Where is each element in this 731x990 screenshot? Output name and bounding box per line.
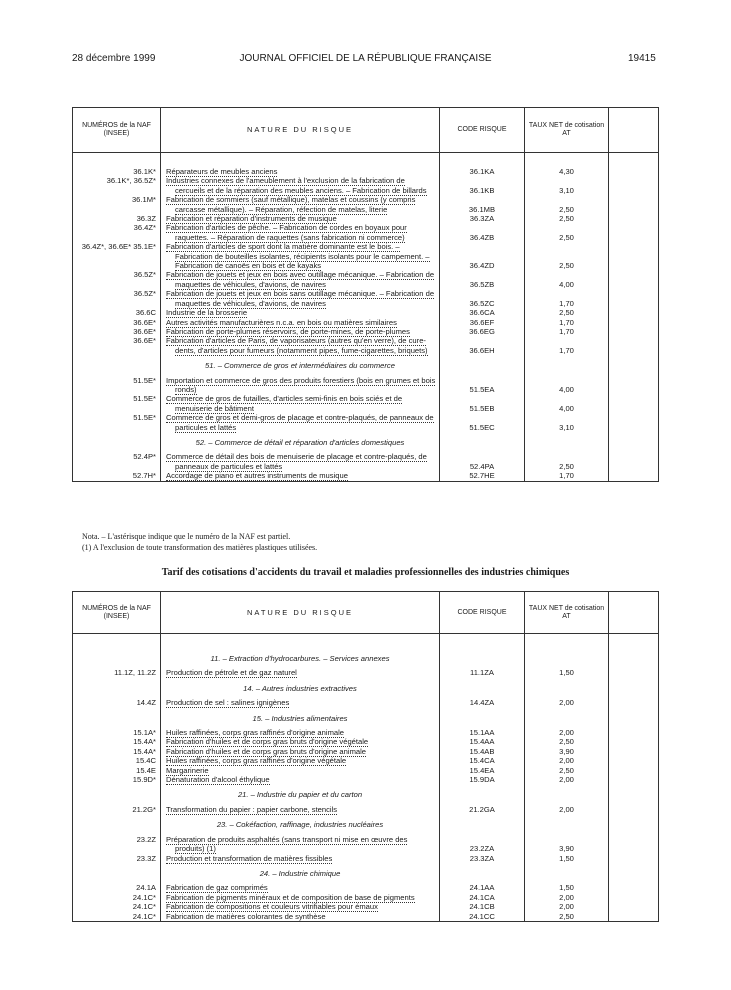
section-label: 21. – Industrie du papier et du carton — [161, 784, 440, 804]
risk-nature — [161, 835, 440, 854]
risk-nature — [161, 318, 440, 327]
risk-table-2-body — [73, 634, 659, 922]
table-row — [73, 912, 659, 922]
risk-code: 23.3ZA — [440, 854, 525, 863]
naf-number: 23.2Z — [73, 835, 161, 854]
risk-code: 51.5EB — [440, 394, 525, 413]
risk-nature-text: Industrie de la brosserie — [166, 308, 248, 318]
table-row — [73, 471, 659, 481]
naf-number: 36.6E* — [73, 318, 161, 327]
section-row — [73, 863, 659, 883]
risk-nature — [161, 805, 440, 814]
risk-nature-text: Fabrication de matières colorantes de synthèse — [166, 911, 326, 921]
table-row — [73, 394, 659, 413]
naf-number: 52.4P* — [73, 452, 161, 471]
risk-nature — [161, 883, 440, 892]
risk-nature-text: Fabrication et réparation d'instruments de musique — [166, 214, 337, 224]
notes — [82, 531, 317, 553]
col-header-taux: TAUX NET de cotisation AT — [525, 592, 609, 634]
risk-code: 15.4CA — [440, 756, 525, 765]
col-header-code: CODE RISQUE — [440, 108, 525, 153]
risk-code: 21.2GA — [440, 805, 525, 814]
contribution-rate: 3,10 — [525, 413, 609, 432]
naf-number: 15.4C — [73, 756, 161, 765]
naf-number: 36.5Z* — [73, 270, 161, 289]
risk-code: 51.5EA — [440, 376, 525, 395]
contribution-rate: 4,00 — [525, 270, 609, 289]
risk-code: 36.5ZB — [440, 270, 525, 289]
contribution-rate: 2,00 — [525, 775, 609, 784]
risk-nature — [161, 176, 440, 195]
contribution-rate: 4,30 — [525, 167, 609, 176]
col-header-nature: NATURE DU RISQUE — [161, 108, 440, 153]
table-row — [73, 327, 659, 336]
contribution-rate: 1,70 — [525, 471, 609, 481]
naf-number: 15.4A* — [73, 737, 161, 746]
risk-nature — [161, 223, 440, 242]
risk-code: 36.1KB — [440, 176, 525, 195]
contribution-rate: 2,50 — [525, 223, 609, 242]
table-row — [73, 756, 659, 765]
risk-code: 24.1CB — [440, 902, 525, 911]
risk-nature — [161, 214, 440, 223]
risk-table-2 — [72, 591, 659, 922]
section-row — [73, 355, 659, 375]
risk-code: 15.4AA — [440, 737, 525, 746]
risk-table-1-body — [73, 153, 659, 482]
risk-code: 36.6EH — [440, 336, 525, 355]
naf-number: 36.5Z* — [73, 289, 161, 308]
contribution-rate: 1,70 — [525, 327, 609, 336]
naf-number: 36.3Z — [73, 214, 161, 223]
risk-code: 52.4PA — [440, 452, 525, 471]
contribution-rate: 2,00 — [525, 902, 609, 911]
col-header-empty — [609, 108, 659, 153]
risk-nature-text: Fabrication d'articles de sport dont la matière dominante est le bois. – Fabrication de bouteilles isolantes, récipients isolants pour le campement. – Fabrication de canoës en bois et de kayaks — [166, 242, 430, 271]
risk-code: 36.4ZB — [440, 223, 525, 242]
table-row — [73, 413, 659, 432]
naf-number: 36.1K* — [73, 167, 161, 176]
risk-nature-text: Fabrication de porte-plumes réservoirs, de porte-mines, de porte-plumes — [166, 326, 410, 336]
col-header-empty — [609, 592, 659, 634]
risk-nature — [161, 452, 440, 471]
naf-number: 15.9D* — [73, 775, 161, 784]
section-title-chemical: Tarif des cotisations d'accidents du travail et maladies professionnelles des industries chimiques — [161, 567, 570, 578]
table-row — [73, 747, 659, 756]
risk-nature — [161, 747, 440, 756]
header-journal-title: JOURNAL OFFICIEL DE LA RÉPUBLIQUE FRANÇAISE — [239, 53, 492, 64]
contribution-rate: 2,00 — [525, 893, 609, 902]
contribution-rate: 3,90 — [525, 747, 609, 756]
risk-nature — [161, 242, 440, 270]
risk-code: 24.1CC — [440, 912, 525, 922]
risk-code: 36.1MB — [440, 195, 525, 214]
contribution-rate: 2,50 — [525, 195, 609, 214]
risk-code: 15.9DA — [440, 775, 525, 784]
naf-number: 24.1A — [73, 883, 161, 892]
table-row — [73, 270, 659, 289]
risk-code: 15.1AA — [440, 728, 525, 737]
contribution-rate: 2,50 — [525, 912, 609, 922]
section-row — [73, 708, 659, 728]
table-row — [73, 318, 659, 327]
contribution-rate: 4,00 — [525, 394, 609, 413]
risk-nature — [161, 668, 440, 677]
risk-nature — [161, 413, 440, 432]
naf-number: 36.6E* — [73, 327, 161, 336]
risk-code: 36.1KA — [440, 167, 525, 176]
risk-nature — [161, 756, 440, 765]
risk-nature — [161, 336, 440, 355]
naf-number: 15.4A* — [73, 747, 161, 756]
table-row — [73, 242, 659, 270]
risk-nature-text: Production de pétrole et de gaz naturel — [166, 668, 297, 678]
naf-number: 15.1A* — [73, 728, 161, 737]
risk-code: 36.4ZD — [440, 242, 525, 270]
risk-nature — [161, 902, 440, 911]
risk-nature — [161, 195, 440, 214]
table-row — [73, 883, 659, 892]
naf-number: 21.2G* — [73, 805, 161, 814]
risk-nature — [161, 766, 440, 775]
contribution-rate: 2,50 — [525, 737, 609, 746]
section-label: 14. – Autres industries extractives — [161, 678, 440, 698]
table-row — [73, 737, 659, 746]
risk-nature — [161, 728, 440, 737]
contribution-rate: 2,50 — [525, 242, 609, 270]
risk-nature-text: Commerce de gros de futailles, d'articles semi-finis en bois sciés et de menuiserie de bâtiment — [166, 394, 403, 413]
risk-nature — [161, 912, 440, 922]
table-row — [73, 893, 659, 902]
naf-number: 52.7H* — [73, 471, 161, 481]
nota-text: Nota. – L'astérisque indique que le numéro de la NAF est partiel. — [82, 532, 291, 541]
risk-code: 24.1CA — [440, 893, 525, 902]
table-row — [73, 289, 659, 308]
contribution-rate: 2,50 — [525, 308, 609, 317]
naf-number: 24.1C* — [73, 902, 161, 911]
contribution-rate: 2,50 — [525, 452, 609, 471]
risk-code: 15.4EA — [440, 766, 525, 775]
section-label: 15. – Industries alimentaires — [161, 708, 440, 728]
risk-nature-text: Fabrication d'articles de pêche. – Fabrication de cordes en boyaux pour raquettes. – Réparation de raquettes (sans fabrication ni commerce) — [166, 223, 407, 242]
risk-nature-text: Commerce de gros et demi-gros de placage et contre-plaqués, de panneaux de particules et lattés — [166, 413, 434, 432]
table-row — [73, 336, 659, 355]
risk-nature-text: Fabrication de jouets et jeux en bois avec outillage mécanique. – Fabrication de maquettes de véhicules, d'avions, de navires — [166, 270, 435, 289]
naf-number: 36.1M* — [73, 195, 161, 214]
section-row — [73, 432, 659, 452]
naf-number: 36.1K*, 36.5Z* — [73, 176, 161, 195]
risk-nature-text: Fabrication de gaz comprimés — [166, 883, 268, 893]
risk-nature — [161, 289, 440, 308]
naf-number: 24.1C* — [73, 893, 161, 902]
risk-nature-text: Huiles raffinées, corps gras raffinés d'origine végétale — [166, 756, 347, 766]
naf-number: 36.4Z* — [73, 223, 161, 242]
risk-nature-text: Accordage de piano et autres instruments de musique — [166, 471, 348, 481]
risk-nature — [161, 327, 440, 336]
table-row — [73, 308, 659, 317]
risk-nature-text: Réparateurs de meubles anciens — [166, 167, 278, 176]
risk-code: 14.4ZA — [440, 698, 525, 707]
risk-code: 15.4AB — [440, 747, 525, 756]
section-row — [73, 814, 659, 834]
risk-nature-text: Préparation de produits asphaltés (sans transport ni mise en œuvre des produits) (1) — [166, 834, 408, 854]
contribution-rate: 4,00 — [525, 376, 609, 395]
section-row — [73, 648, 659, 668]
header-page-number: 19415 — [628, 53, 656, 64]
risk-nature-text: Fabrication d'huiles et de corps gras bruts d'origine végétale — [166, 737, 369, 747]
footnote-1: (1) A l'exclusion de toute transformation des matières plastiques utilisées. — [82, 543, 318, 552]
risk-code: 11.1ZA — [440, 668, 525, 677]
table-row — [73, 775, 659, 784]
col-header-naf: NUMÉROS de la NAF (INSEE) — [73, 108, 161, 153]
risk-nature-text: Production et transformation de matières fissibles — [166, 853, 333, 863]
contribution-rate: 2,50 — [525, 766, 609, 775]
table-row — [73, 214, 659, 223]
risk-nature — [161, 893, 440, 902]
section-label: 52. – Commerce de détail et réparation d'articles domestiques — [161, 432, 440, 452]
risk-code: 24.1AA — [440, 883, 525, 892]
table-row — [73, 835, 659, 854]
risk-nature-text: Transformation du papier : papier carbone, stencils — [166, 804, 338, 814]
naf-number: 51.5E* — [73, 376, 161, 395]
contribution-rate: 2,00 — [525, 728, 609, 737]
header-date: 28 décembre 1999 — [72, 53, 156, 64]
risk-nature-text: Autres activités manufacturières n.c.a. en bois ou matières similaires — [166, 317, 397, 327]
contribution-rate: 2,00 — [525, 698, 609, 707]
contribution-rate: 1,50 — [525, 883, 609, 892]
risk-nature — [161, 471, 440, 481]
naf-number: 14.4Z — [73, 698, 161, 707]
table-row — [73, 176, 659, 195]
contribution-rate: 1,70 — [525, 289, 609, 308]
naf-number: 36.6E* — [73, 336, 161, 355]
risk-nature — [161, 270, 440, 289]
risk-nature-text: Commerce de détail des bois de menuiserie de placage et contre-plaqués, de panneaux de particules et lattés — [166, 452, 427, 471]
table-row — [73, 167, 659, 176]
risk-code: 36.6EF — [440, 318, 525, 327]
naf-number: 51.5E* — [73, 413, 161, 432]
risk-table-1 — [72, 107, 659, 482]
table-row — [73, 728, 659, 737]
risk-nature-text: Fabrication de jouets et jeux en bois sans outillage mécanique. – Fabrication de maquettes de véhicules, d'avions, de navires — [166, 289, 435, 308]
col-header-code: CODE RISQUE — [440, 592, 525, 634]
col-header-naf: NUMÉROS de la NAF (INSEE) — [73, 592, 161, 634]
risk-code: 36.5ZC — [440, 289, 525, 308]
section-label: 24. – Industrie chimique — [161, 863, 440, 883]
naf-number: 36.4Z*, 36.6E* 35.1E* — [73, 242, 161, 270]
risk-nature-text: Fabrication d'articles de Paris, de vaporisateurs (autres qu'en verre), de cure-dents, d'articles pour fumeurs (notamment pipes, fume-cigarettes, briquets) — [166, 336, 428, 355]
risk-nature-text: Margarinerie — [166, 765, 209, 775]
contribution-rate: 2,50 — [525, 214, 609, 223]
risk-nature-text: Importation et commerce de gros des produits forestiers (bois en grumes et bois ronds) — [166, 375, 436, 394]
risk-code: 36.6EG — [440, 327, 525, 336]
table-row — [73, 766, 659, 775]
table-row — [73, 902, 659, 911]
table-row — [73, 854, 659, 863]
section-label: 11. – Extraction d'hydrocarbures. – Services annexes — [161, 648, 440, 668]
contribution-rate: 1,70 — [525, 318, 609, 327]
risk-nature — [161, 376, 440, 395]
naf-number: 36.6C — [73, 308, 161, 317]
risk-code: 36.6CA — [440, 308, 525, 317]
risk-nature — [161, 394, 440, 413]
risk-nature — [161, 775, 440, 784]
table-row — [73, 668, 659, 677]
contribution-rate: 1,50 — [525, 854, 609, 863]
contribution-rate: 1,50 — [525, 668, 609, 677]
table-row — [73, 195, 659, 214]
naf-number: 11.1Z, 11.2Z — [73, 668, 161, 677]
risk-nature-text: Fabrication d'huiles et de corps gras bruts d'origine animale — [166, 746, 367, 756]
section-label: 51. – Commerce de gros et intermédiaires du commerce — [161, 355, 440, 375]
naf-number: 51.5E* — [73, 394, 161, 413]
table-row — [73, 452, 659, 471]
risk-nature-text: Industries connexes de l'ameublement à l'exclusion de la fabrication de cercueils et de la réparation des meubles anciens. – Fabrication de billards — [166, 176, 427, 195]
naf-number: 23.3Z — [73, 854, 161, 863]
contribution-rate: 2,00 — [525, 805, 609, 814]
table-row — [73, 698, 659, 707]
risk-code: 51.5EC — [440, 413, 525, 432]
risk-nature-text: Huiles raffinées, corps gras raffinés d'origine animale — [166, 728, 345, 738]
risk-nature — [161, 308, 440, 317]
contribution-rate: 2,00 — [525, 756, 609, 765]
col-header-taux: TAUX NET de cotisation AT — [525, 108, 609, 153]
contribution-rate: 3,10 — [525, 176, 609, 195]
risk-nature — [161, 698, 440, 707]
risk-nature-text: Dénaturation d'alcool éthylique — [166, 775, 270, 785]
risk-nature-text: Fabrication de compositions et couleurs vitrifiables pour émaux — [166, 902, 378, 912]
table-row — [73, 223, 659, 242]
section-row — [73, 678, 659, 698]
risk-nature-text: Fabrication de sommiers (sauf métallique), matelas et coussins (y compris carcasse métallique). – Réparation, réfection de matelas, literie — [166, 195, 416, 214]
risk-nature — [161, 167, 440, 176]
risk-code: 23.2ZA — [440, 835, 525, 854]
naf-number: 15.4E — [73, 766, 161, 775]
section-row — [73, 784, 659, 804]
risk-nature-text: Production de sel : salines ignigènes — [166, 698, 290, 708]
risk-nature — [161, 854, 440, 863]
risk-code: 52.7HE — [440, 471, 525, 481]
contribution-rate: 3,90 — [525, 835, 609, 854]
section-label: 23. – Cokéfaction, raffinage, industries nucléaires — [161, 814, 440, 834]
table-row — [73, 376, 659, 395]
risk-nature — [161, 737, 440, 746]
risk-nature-text: Fabrication de pigments minéraux et de composition de base de pigments — [166, 892, 415, 902]
table-row — [73, 805, 659, 814]
contribution-rate: 1,70 — [525, 336, 609, 355]
naf-number: 24.1C* — [73, 912, 161, 922]
risk-code: 36.3ZA — [440, 214, 525, 223]
col-header-nature: NATURE DU RISQUE — [161, 592, 440, 634]
